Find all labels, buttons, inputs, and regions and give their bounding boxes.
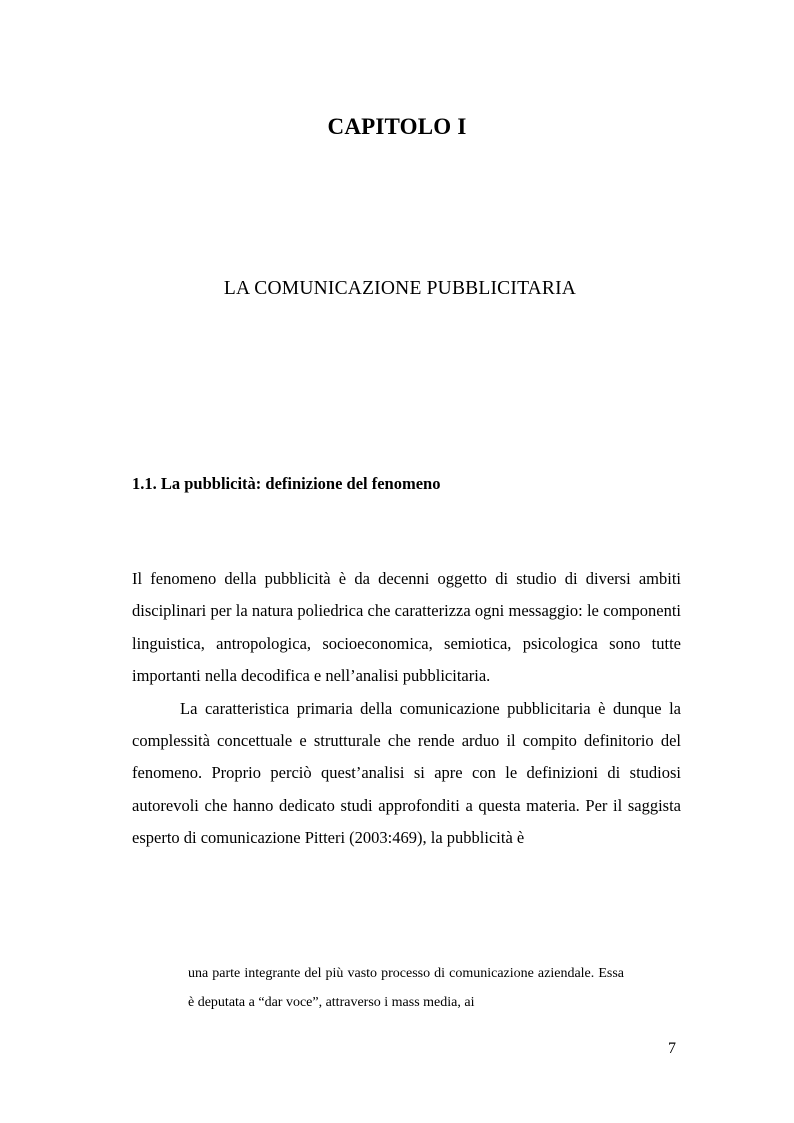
page-number: 7 xyxy=(668,1040,676,1057)
block-quote: una parte integrante del più vasto processo di comunicazione aziendale. Essa è deputata a “dar voce”, attraverso i mass media, ai xyxy=(188,966,624,1010)
paragraph-2: La caratteristica primaria della comunicazione pubblicitaria è dunque la complessità concettuale e strutturale che rende arduo il compito definitorio del fenomeno. Proprio perciò quest’analisi si apre con le definizioni di studiosi autorevoli che hanno dedicato studi approfonditi a questa materia. Per il saggista esperto di comunicazione Pitteri (2003:469), la pubblicità è xyxy=(132,698,681,848)
paragraph-1: Il fenomeno della pubblicità è da decenni oggetto di studio di diversi ambiti disciplinari per la natura poliedrica che caratterizza ogni messaggio: le componenti linguistica, antropologica, socioeconomica, semiotica, psicologica sono tutte importanti nella decodifica e nell’analisi pubblicitaria. xyxy=(132,569,681,686)
body-text xyxy=(132,563,681,855)
chapter-title: CAPITOLO I xyxy=(327,114,467,139)
chapter-subtitle: LA COMUNICAZIONE PUBBLICITARIA xyxy=(223,278,577,299)
section-heading: 1.1. La pubblicità: definizione del fenomeno xyxy=(132,474,441,493)
